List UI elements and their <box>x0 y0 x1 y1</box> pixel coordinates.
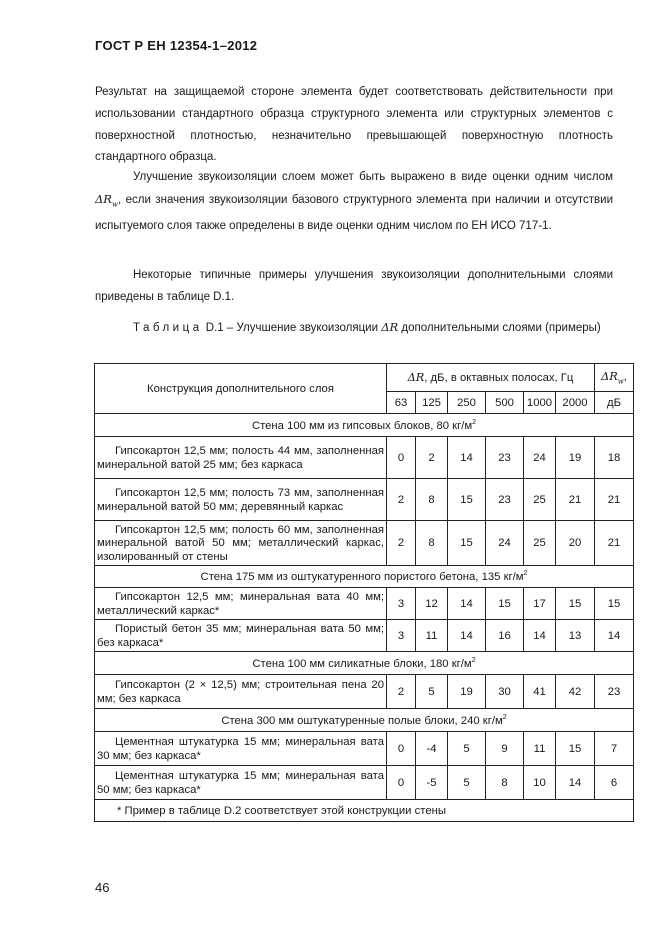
header-rw-unit: дБ <box>595 392 634 414</box>
sound-insulation-table <box>94 363 634 822</box>
value-cell: 16 <box>486 620 524 652</box>
value-cell: 23 <box>486 479 524 521</box>
value-cell: 0 <box>387 437 416 479</box>
construction-cell: Гипсокартон 12,5 мм; полость 73 мм, заполненная минеральной ватой 50 мм; деревянный каркас <box>95 479 387 521</box>
value-cell: 21 <box>556 479 595 521</box>
table-footnote: * Пример в таблице D.2 соответствует этой конструкции стены <box>95 800 634 822</box>
value-cell: 9 <box>486 732 524 766</box>
paragraph-2-end: , если значения звукоизоляции базового структурного элемента при наличии и отсутствии испытуемого слоя также определены в виде оценки одним числом по ЕН ИСО 717-1. <box>95 193 613 232</box>
freq-1000: 1000 <box>524 392 556 414</box>
rw-cell: 23 <box>595 675 634 709</box>
value-cell: 14 <box>448 620 486 652</box>
rw-cell: 21 <box>595 479 634 521</box>
paragraph-3: Некоторые типичные примеры улучшения звукоизоляции дополнительными слоями приведены в таблице D.1. <box>95 269 613 303</box>
construction-cell: Гипсокартон 12,5 мм; полость 60 мм, заполненная минеральной ватой 50 мм; металлический каркас, изолированный от стены <box>95 521 387 566</box>
rw-cell: 14 <box>595 620 634 652</box>
value-cell: 20 <box>556 521 595 566</box>
value-cell: 24 <box>486 521 524 566</box>
value-cell: 0 <box>387 766 416 800</box>
paragraph-1: Результат на защищаемой стороне элемента будет соответствовать действительности при использовании стандартного образца структурного элемента или структурных элементов с поверхностной плотностью, незначительно превышающей поверхностную плотность стандартного образца. <box>95 86 613 164</box>
table-row <box>95 732 634 766</box>
construction-cell: Пористый бетон 35 мм; минеральная вата 50 мм; без каркаса* <box>95 620 387 652</box>
rw-cell: 21 <box>595 521 634 566</box>
value-cell: 13 <box>556 620 595 652</box>
value-cell: 23 <box>486 437 524 479</box>
value-cell: 3 <box>387 620 416 652</box>
value-cell: 15 <box>556 588 595 620</box>
freq-250: 250 <box>448 392 486 414</box>
value-cell: 24 <box>524 437 556 479</box>
value-cell: 5 <box>416 675 448 709</box>
value-cell: 10 <box>524 766 556 800</box>
value-cell: 3 <box>387 588 416 620</box>
value-cell: 8 <box>416 521 448 566</box>
freq-63: 63 <box>387 392 416 414</box>
table-caption: Таблица D.1 – Улучшение звукоизоляции ΔR дополнительными слоями (примеры) <box>95 312 613 343</box>
value-cell: 11 <box>524 732 556 766</box>
value-cell: 15 <box>486 588 524 620</box>
value-cell: -4 <box>416 732 448 766</box>
section-title: Стена 300 мм оштукатуренные полые блоки, 240 $кг/м^2$ <box>95 709 634 732</box>
caption-number: D.1 <box>205 322 224 334</box>
value-cell: 8 <box>416 479 448 521</box>
rw-cell: 6 <box>595 766 634 800</box>
header-rw: $\Delta R_w$, <box>595 364 634 392</box>
value-cell: 19 <box>556 437 595 479</box>
section-title: Стена 100 мм силикатные блоки, 180 $кг/м^2$ <box>95 652 634 675</box>
delta-rw-symbol: $\Delta R_w$ <box>95 191 118 209</box>
value-cell: 14 <box>448 588 486 620</box>
value-cell: 5 <box>448 732 486 766</box>
caption-delta-r: ΔR <box>381 320 399 334</box>
value-cell: 17 <box>524 588 556 620</box>
value-cell: 8 <box>486 766 524 800</box>
value-cell: 12 <box>416 588 448 620</box>
value-cell: 14 <box>556 766 595 800</box>
rw-cell: 15 <box>595 588 634 620</box>
value-cell: 0 <box>387 732 416 766</box>
value-cell: 2 <box>387 521 416 566</box>
rw-cell: 18 <box>595 437 634 479</box>
table-row <box>95 437 634 479</box>
value-cell: -5 <box>416 766 448 800</box>
value-cell: 15 <box>556 732 595 766</box>
value-cell: 41 <box>524 675 556 709</box>
rw-cell: 7 <box>595 732 634 766</box>
table-row <box>95 588 634 620</box>
value-cell: 14 <box>448 437 486 479</box>
construction-cell: Цементная штукатурка 15 мм; минеральная вата 30 мм; без каркаса* <box>95 732 387 766</box>
value-cell: 2 <box>387 675 416 709</box>
document-header: ГОСТ Р ЕН 12354-1–2012 <box>95 38 258 53</box>
header-construction: Конструкция дополнительного слоя <box>95 364 387 414</box>
value-cell: 15 <box>448 479 486 521</box>
table-row <box>95 675 634 709</box>
value-cell: 15 <box>448 521 486 566</box>
value-cell: 30 <box>486 675 524 709</box>
section-title: Стена 100 мм из гипсовых блоков, 80 $кг/м^2$ <box>95 414 634 437</box>
caption-text-start: Улучшение звукоизоляции <box>236 322 379 334</box>
construction-cell: Гипсокартон 12,5 мм; минеральная вата 40 мм; металлический каркас* <box>95 588 387 620</box>
table-row <box>95 620 634 652</box>
freq-125: 125 <box>416 392 448 414</box>
value-cell: 2 <box>387 479 416 521</box>
paragraph-2-start: Улучшение звукоизоляции слоем может быть выражено в виде оценки одним числом <box>133 171 613 183</box>
value-cell: 5 <box>448 766 486 800</box>
value-cell: 42 <box>556 675 595 709</box>
value-cell: 25 <box>524 521 556 566</box>
caption-text-end: дополнительными слоями (примеры) <box>401 322 601 334</box>
section-title: Стена 175 мм из оштукатуренного пористого бетона, 135 $кг/м^2$ <box>95 566 634 588</box>
page-number: 46 <box>95 880 110 895</box>
value-cell: 11 <box>416 620 448 652</box>
value-cell: 14 <box>524 620 556 652</box>
value-cell: 19 <box>448 675 486 709</box>
construction-cell: Гипсокартон 12,5 мм; полость 44 мм, заполненная минеральной ватой 25 мм; без каркаса <box>95 437 387 479</box>
value-cell: 2 <box>416 437 448 479</box>
table-row <box>95 766 634 800</box>
construction-cell: Гипсокартон (2 × 12,5) мм; строительная пена 20 мм; без каркаса <box>95 675 387 709</box>
construction-cell: Цементная штукатурка 15 мм; минеральная вата 50 мм; без каркаса* <box>95 766 387 800</box>
value-cell: 25 <box>524 479 556 521</box>
freq-500: 500 <box>486 392 524 414</box>
header-octave: ΔR, дБ, в октавных полосах, Гц <box>387 364 595 392</box>
caption-label: Таблица <box>133 322 203 334</box>
freq-2000: 2000 <box>556 392 595 414</box>
table-row <box>95 521 634 566</box>
paragraph-2 <box>95 167 613 238</box>
table-row <box>95 479 634 521</box>
